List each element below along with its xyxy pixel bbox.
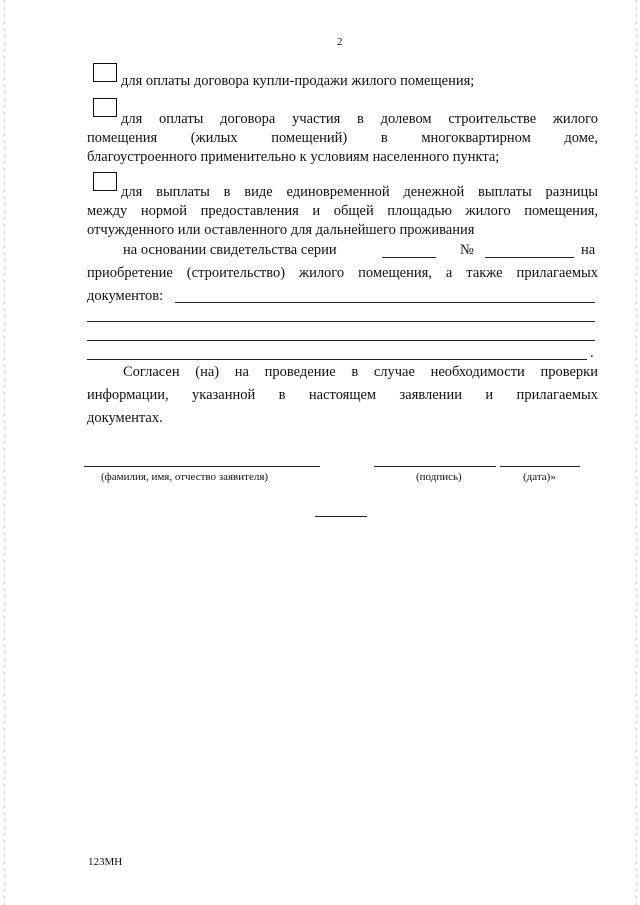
documents-label: документов: xyxy=(87,288,164,304)
scan-edge-left xyxy=(4,0,5,905)
option-text-shared-construction-line1: для оплаты договора участия в долевом строительстве жилого xyxy=(121,111,598,127)
certificate-series-field[interactable] xyxy=(382,257,436,258)
applicant-name-caption: (фамилия, имя, отчество заявителя) xyxy=(101,471,269,483)
scan-edge-right xyxy=(636,0,637,905)
option-text-shared-construction-line2: помещения (жилых помещений) в многоквартирном доме, xyxy=(87,130,598,146)
consent-text-line2: информации, указанной в настоящем заявлении и прилагаемых xyxy=(87,387,598,403)
signature-field[interactable] xyxy=(374,466,496,467)
consent-text-line3: документах. xyxy=(87,410,163,426)
number-sign: № xyxy=(460,242,474,258)
documents-field-line-2[interactable] xyxy=(87,321,595,322)
footer-document-code: 123МН xyxy=(88,856,123,868)
option-text-purchase: для оплаты договора купли-продажи жилого помещения; xyxy=(121,73,475,89)
certificate-number-field[interactable] xyxy=(485,257,574,258)
date-caption: (дата)» xyxy=(523,471,556,483)
applicant-name-field[interactable] xyxy=(84,466,320,467)
option-text-one-time-payment-line2: между нормой предоставления и общей площадью жилого помещения, xyxy=(87,203,598,219)
page-number: 2 xyxy=(337,36,343,48)
documents-end-period: . xyxy=(590,345,594,361)
end-separator-line xyxy=(315,516,367,517)
documents-field-line-1[interactable] xyxy=(175,302,595,303)
certificate-on-word: на xyxy=(581,242,596,258)
option-checkbox-purchase[interactable] xyxy=(93,63,117,82)
option-text-shared-construction-line3: благоустроенного применительно к условиям населенного пункта; xyxy=(87,149,500,165)
certificate-basis-label: на основании свидетельства серии xyxy=(123,242,337,258)
option-text-one-time-payment-line3: отчужденного или оставленного для дальнейшего проживания xyxy=(87,222,475,238)
documents-field-line-4[interactable] xyxy=(87,359,587,360)
consent-text-line1: Согласен (на) на проведение в случае необходимости проверки xyxy=(123,364,598,380)
date-field[interactable] xyxy=(500,466,580,467)
option-checkbox-one-time-payment[interactable] xyxy=(93,172,117,191)
option-checkbox-shared-construction[interactable] xyxy=(93,98,117,117)
signature-caption: (подпись) xyxy=(416,471,462,483)
option-text-one-time-payment-line1: для выплаты в виде единовременной денежной выплаты разницы xyxy=(121,184,598,200)
certificate-purpose-text: приобретение (строительство) жилого помещения, а также прилагаемых xyxy=(87,265,598,281)
documents-field-line-3[interactable] xyxy=(87,340,595,341)
